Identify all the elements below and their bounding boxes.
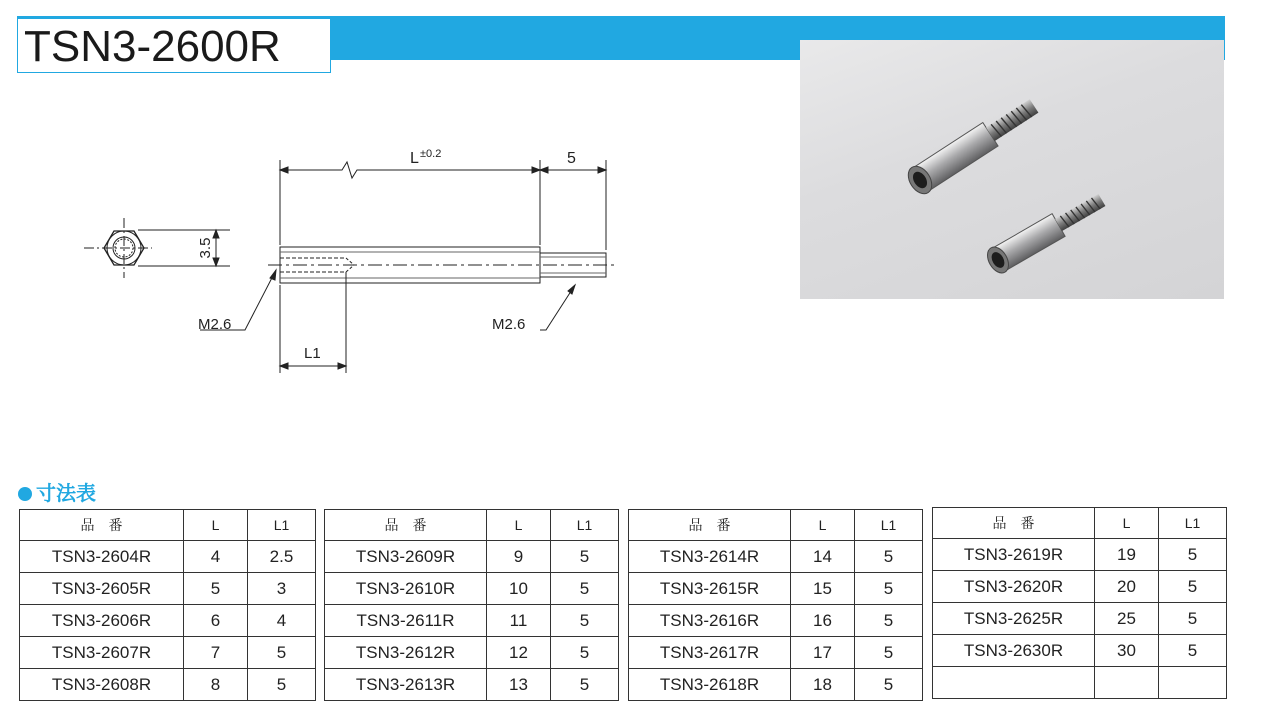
value-L1: 2.5 [248,541,316,573]
dim-3-5-label: 3.5 [197,237,214,259]
table-row [20,605,316,637]
product-photo [800,40,1224,299]
part-number: TSN3-2609R [325,541,487,573]
table-row [933,603,1227,635]
table-header-row [629,510,923,541]
table-row [20,669,316,701]
value-L: 30 [1095,635,1159,667]
value-L1: 4 [248,605,316,637]
dim-5-label: 5 [567,150,576,167]
value-L: 25 [1095,603,1159,635]
page-title: TSN3-2600R [17,18,331,73]
dimension-table-3 [628,509,923,701]
dim-L1-label: L1 [304,345,321,362]
dim-L-label: L [410,150,419,167]
part-number: TSN3-2619R [933,539,1095,571]
value-L: 12 [487,637,551,669]
table-row [933,667,1227,699]
part-number: TSN3-2625R [933,603,1095,635]
value-L: 14 [791,541,855,573]
value-L1: 5 [855,573,923,605]
table-row [20,573,316,605]
dim-L-tolerance: ±0.2 [420,148,442,160]
thread-right-label: M2.6 [492,316,526,333]
table-row [629,637,923,669]
table-row [933,635,1227,667]
dimension-table-title: 寸法表 [36,483,96,505]
hex-end-view [84,218,152,278]
value-L1: 5 [248,637,316,669]
value-L: 6 [184,605,248,637]
bullet-icon [18,487,32,501]
table-row [629,573,923,605]
table-row [325,573,619,605]
value-L1: 5 [551,605,619,637]
part-number: TSN3-2618R [629,669,791,701]
dimension-table-1 [19,509,316,701]
part-number: TSN3-2604R [20,541,184,573]
part-number: TSN3-2613R [325,669,487,701]
value-L: 8 [184,669,248,701]
value-L: 9 [487,541,551,573]
table-row [629,669,923,701]
dim-L [280,160,606,250]
header-L1: L1 [855,510,923,541]
table-row [325,605,619,637]
value-L: 4 [184,541,248,573]
value-L1: 5 [551,637,619,669]
table-row [629,541,923,573]
header-L: L [791,510,855,541]
value-L: 5 [184,573,248,605]
part-number: TSN3-2610R [325,573,487,605]
part-number: TSN3-2616R [629,605,791,637]
value-L1: 5 [551,669,619,701]
dimension-table-2 [324,509,619,701]
table-row [325,637,619,669]
spacer-side-view [268,247,618,283]
part-number: TSN3-2630R [933,635,1095,667]
value-L1: 5 [1159,635,1227,667]
part-number: TSN3-2615R [629,573,791,605]
header-part-number: 品 番 [325,510,487,541]
value-L: 11 [487,605,551,637]
value-L: 16 [791,605,855,637]
part-number: TSN3-2614R [629,541,791,573]
value-L1: 5 [855,669,923,701]
table-row [325,541,619,573]
value-L: 17 [791,637,855,669]
table-header-row [325,510,619,541]
value-L: 18 [791,669,855,701]
part-number: TSN3-2611R [325,605,487,637]
table-row [325,669,619,701]
dimension-table-heading [18,477,96,506]
header-L1: L1 [551,510,619,541]
table-row [933,571,1227,603]
value-L: 7 [184,637,248,669]
technical-drawing [70,130,630,380]
value-L1: 5 [1159,571,1227,603]
header-L1: L1 [248,510,316,541]
header-L: L [184,510,248,541]
dimension-table-4 [932,507,1227,699]
header-L: L [1095,508,1159,539]
part-number: TSN3-2605R [20,573,184,605]
table-row [20,541,316,573]
part-number: TSN3-2612R [325,637,487,669]
thread-left-label: M2.6 [198,316,232,333]
value-L: 15 [791,573,855,605]
part-number: TSN3-2606R [20,605,184,637]
value-L1: 5 [855,605,923,637]
table-header-row [933,508,1227,539]
value-L1: 5 [551,573,619,605]
table-row [20,637,316,669]
part-number: TSN3-2620R [933,571,1095,603]
header-L: L [487,510,551,541]
header-part-number: 品 番 [933,508,1095,539]
value-L1: 5 [855,541,923,573]
value-L: 19 [1095,539,1159,571]
header-part-number: 品 番 [20,510,184,541]
table-row [933,539,1227,571]
table-header-row [20,510,316,541]
part-number [933,667,1095,699]
value-L: 13 [487,669,551,701]
part-number: TSN3-2607R [20,637,184,669]
value-L: 20 [1095,571,1159,603]
header-L1: L1 [1159,508,1227,539]
value-L: 10 [487,573,551,605]
value-L1: 3 [248,573,316,605]
value-L1: 5 [1159,539,1227,571]
table-row [629,605,923,637]
value-L1: 5 [855,637,923,669]
value-L1: 5 [248,669,316,701]
header-part-number: 品 番 [629,510,791,541]
value-L [1095,667,1159,699]
spacer-photo-illustration [800,40,1224,299]
value-L1: 5 [1159,603,1227,635]
part-number: TSN3-2617R [629,637,791,669]
part-number: TSN3-2608R [20,669,184,701]
value-L1 [1159,667,1227,699]
value-L1: 5 [551,541,619,573]
